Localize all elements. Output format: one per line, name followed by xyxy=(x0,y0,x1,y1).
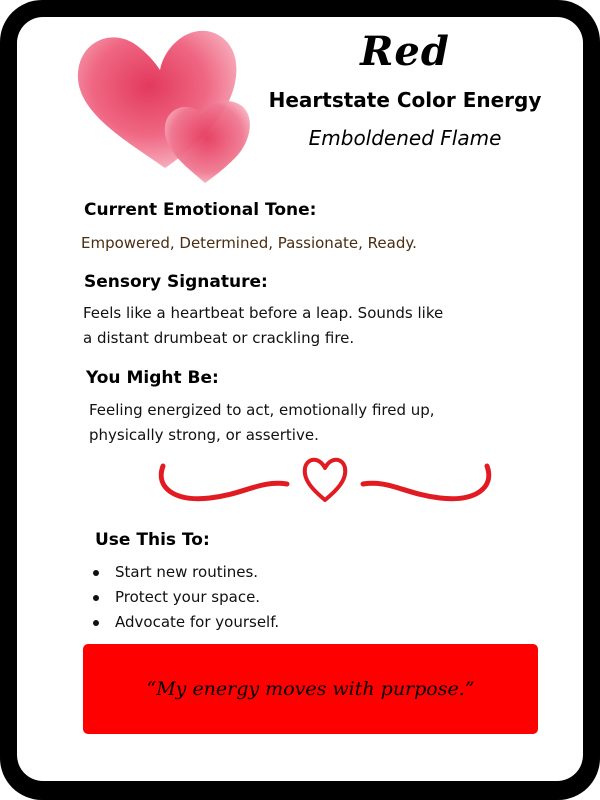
might-be-heading: You Might Be: xyxy=(86,368,219,388)
heart-flourish-divider-icon xyxy=(155,452,495,512)
quote-banner xyxy=(83,644,538,734)
quote-text: “My energy moves with purpose.” xyxy=(146,678,475,700)
list-item-label: Protect your space. xyxy=(115,588,261,606)
tone-text: Empowered, Determined, Passionate, Ready. xyxy=(81,234,417,252)
tone-heading: Current Emotional Tone: xyxy=(84,200,317,220)
use-this-heading: Use This To: xyxy=(95,530,210,550)
might-be-line-1: Feeling energized to act, emotionally fired up, xyxy=(89,401,435,419)
list-item xyxy=(93,610,279,635)
list-item-label: Start new routines. xyxy=(115,563,259,581)
list-item xyxy=(93,560,279,585)
watercolor-hearts-icon xyxy=(70,18,260,188)
list-item-label: Advocate for yourself. xyxy=(115,613,280,631)
page-title: Heartstate Color Energy xyxy=(268,88,542,112)
use-this-list xyxy=(93,560,279,635)
sensory-line-1: Feels like a heartbeat before a leap. Sounds like xyxy=(83,304,444,322)
might-be-line-2: physically strong, or assertive. xyxy=(89,426,319,444)
bullet-icon xyxy=(93,570,99,576)
color-name-title: Red xyxy=(360,28,450,75)
sensory-heading: Sensory Signature: xyxy=(84,272,268,292)
page-subtitle: Emboldened Flame xyxy=(308,126,502,150)
sensory-line-2: a distant drumbeat or crackling fire. xyxy=(83,329,355,347)
bullet-icon xyxy=(93,595,99,601)
bullet-icon xyxy=(93,620,99,626)
list-item xyxy=(93,585,279,610)
